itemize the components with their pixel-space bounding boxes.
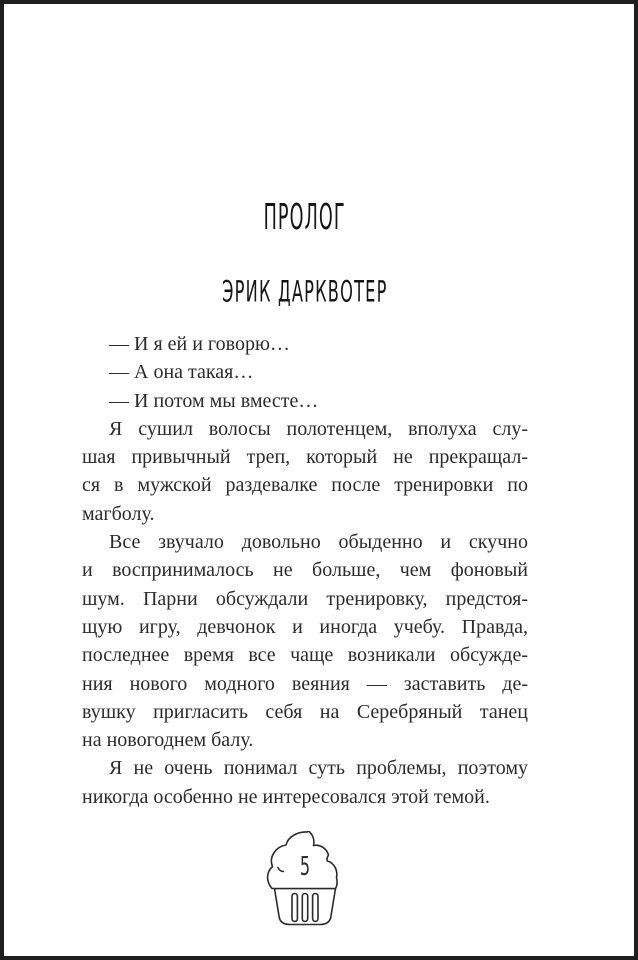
text-line: Я не очень понимал суть проблемы, поэтому <box>109 757 528 780</box>
text-line: ся в мужской раздевалке после тренировки по <box>82 474 528 497</box>
section-heading <box>82 275 528 310</box>
chapter-title-text: ПРОЛОГ <box>263 196 347 238</box>
text-line: ния нового модного веяния — заставить де- <box>82 672 528 695</box>
text-line: — А она такая… <box>109 361 254 384</box>
chapter-title <box>82 196 528 238</box>
text-line: и воспринималось не больше, чем фоновый <box>82 559 528 582</box>
text-line: шум. Парни обсуждали тренировку, предстоя- <box>82 587 528 610</box>
text-line: шая привычный треп, который не прекращал- <box>82 446 528 469</box>
cupcake-icon <box>264 831 346 933</box>
footer-vignette <box>82 831 528 937</box>
text-line: магболу. <box>82 502 155 525</box>
text-line: вушку пригласить себя на Серебряный танец <box>82 700 528 723</box>
text-line: последнее время все чаще возникали обсужде- <box>82 644 528 667</box>
section-heading-text: ЭРИК ДАРКВОТЕР <box>222 275 388 310</box>
text-line: Все звучало довольно обыденно и скучно <box>109 531 528 554</box>
text-line: — И я ей и говорю… <box>109 333 290 355</box>
page-number: 5 <box>299 852 311 882</box>
text-line: щую игру, девчонок и иногда учебу. Правда, <box>82 615 528 638</box>
text-line: никогда особенно не интересовался этой темой. <box>82 785 490 808</box>
cupcake-frosting <box>268 831 337 888</box>
text-line: — И потом мы вместе… <box>109 389 319 412</box>
text-line: Я сушил волосы полотенцем, вполуха слу- <box>109 417 528 440</box>
text-line: на новогоднем балу. <box>82 729 254 752</box>
body-text <box>82 330 528 811</box>
